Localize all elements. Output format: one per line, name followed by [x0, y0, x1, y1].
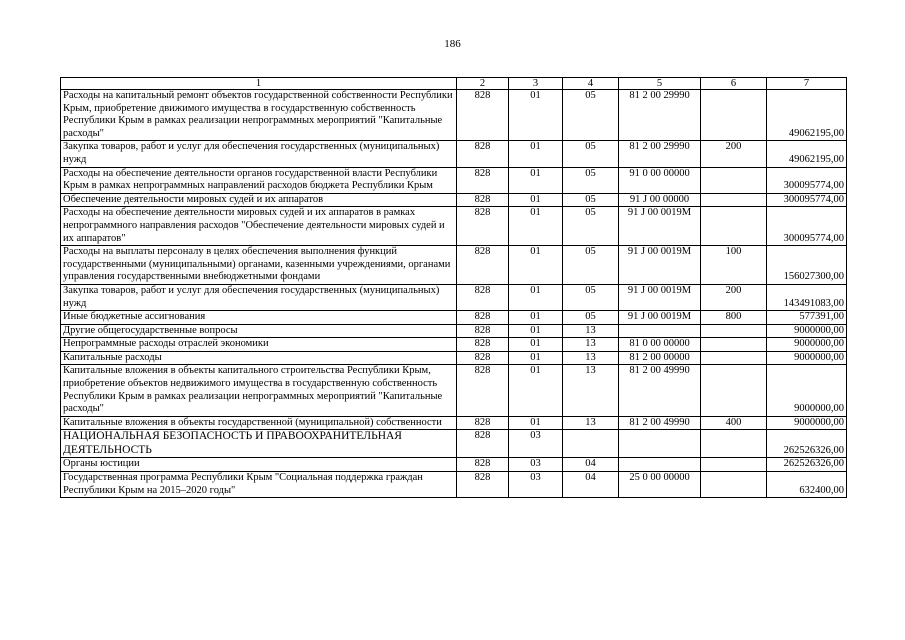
amount-cell: 262526326,00 — [767, 430, 847, 458]
expense-type-cell: 200 — [701, 284, 767, 310]
amount-cell: 49062195,00 — [767, 90, 847, 141]
expense-name-cell: Расходы на обеспечение деятельности мировых судей и их аппаратов в рамках непрограммного направления расходов "Обеспечение деятельности мировых судей и их аппаратов" — [61, 207, 457, 246]
target-article-cell — [619, 430, 701, 458]
amount-cell: 632400,00 — [767, 472, 847, 498]
subsection-code-cell: 05 — [563, 193, 619, 207]
target-article-cell: 91 0 00 00000 — [619, 167, 701, 193]
target-article-cell: 81 2 00 29990 — [619, 90, 701, 141]
amount-cell: 300095774,00 — [767, 193, 847, 207]
ministry-code-cell: 828 — [457, 90, 509, 141]
target-article-cell: 81 2 00 49990 — [619, 365, 701, 416]
table-row — [61, 324, 847, 338]
table-row — [61, 458, 847, 472]
ministry-code-cell: 828 — [457, 284, 509, 310]
section-code-cell: 03 — [509, 458, 563, 472]
expense-type-cell — [701, 90, 767, 141]
subsection-code-cell: 13 — [563, 365, 619, 416]
target-article-cell — [619, 458, 701, 472]
subsection-code-cell: 05 — [563, 311, 619, 325]
header-cell: 3 — [509, 78, 563, 90]
target-article-cell: 91 J 00 0019M — [619, 246, 701, 285]
table-row — [61, 365, 847, 416]
expense-name-cell: Капитальные вложения в объекты капитального строительства Республики Крым, приобретение объектов недвижимого имущества в государственную собственность Республики Крым в рамках реализации непрограммных мероприятий "Капитальные расходы" — [61, 365, 457, 416]
ministry-code-cell: 828 — [457, 416, 509, 430]
table-row — [61, 167, 847, 193]
expense-name-cell: Органы юстиции — [61, 458, 457, 472]
expense-name-cell: НАЦИОНАЛЬНАЯ БЕЗОПАСНОСТЬ И ПРАВООХРАНИТЕЛЬНАЯ ДЕЯТЕЛЬНОСТЬ — [61, 430, 457, 458]
subsection-code-cell: 13 — [563, 324, 619, 338]
table-row — [61, 351, 847, 365]
target-article-cell: 81 2 00 00000 — [619, 351, 701, 365]
amount-cell: 156027300,00 — [767, 246, 847, 285]
ministry-code-cell: 828 — [457, 338, 509, 352]
target-article-cell — [619, 324, 701, 338]
ministry-code-cell: 828 — [457, 430, 509, 458]
header-cell: 6 — [701, 78, 767, 90]
expense-name-cell: Капитальные вложения в объекты государственной (муниципальной) собственности — [61, 416, 457, 430]
expense-type-cell: 200 — [701, 141, 767, 167]
table-row — [61, 141, 847, 167]
amount-cell: 9000000,00 — [767, 365, 847, 416]
expense-name-cell: Расходы на капитальный ремонт объектов государственной собственности Республики Крым, приобретение движимого имущества в государственную собственность Республики Крым в рамках реализации непрограммных мероприятий "Капитальные расходы" — [61, 90, 457, 141]
expense-type-cell — [701, 167, 767, 193]
target-article-cell: 91 J 00 0019M — [619, 284, 701, 310]
section-code-cell: 01 — [509, 284, 563, 310]
subsection-code-cell: 05 — [563, 167, 619, 193]
target-article-cell: 25 0 00 00000 — [619, 472, 701, 498]
section-code-cell: 01 — [509, 311, 563, 325]
target-article-cell: 81 2 00 29990 — [619, 141, 701, 167]
expense-type-cell — [701, 430, 767, 458]
table-row — [61, 311, 847, 325]
expense-name-cell: Обеспечение деятельности мировых судей и их аппаратов — [61, 193, 457, 207]
amount-cell: 9000000,00 — [767, 351, 847, 365]
expense-name-cell: Государственная программа Республики Крым "Социальная поддержка граждан Республики Крым на 2015–2020 годы" — [61, 472, 457, 498]
header-cell: 5 — [619, 78, 701, 90]
expense-name-cell: Капитальные расходы — [61, 351, 457, 365]
ministry-code-cell: 828 — [457, 458, 509, 472]
expense-name-cell: Расходы на выплаты персоналу в целях обеспечения выполнения функций государственными (муниципальными) органами, казенными учреждениями, органами управления государственными внебюджетными фондами — [61, 246, 457, 285]
target-article-cell: 91 J 00 0019M — [619, 207, 701, 246]
ministry-code-cell: 828 — [457, 193, 509, 207]
section-code-cell: 01 — [509, 90, 563, 141]
budget-table — [60, 77, 847, 498]
expense-type-cell — [701, 472, 767, 498]
table-row — [61, 193, 847, 207]
page-number: 186 — [444, 38, 461, 50]
ministry-code-cell: 828 — [457, 167, 509, 193]
expense-type-cell — [701, 351, 767, 365]
section-code-cell: 01 — [509, 207, 563, 246]
subsection-code-cell: 05 — [563, 90, 619, 141]
section-code-cell: 01 — [509, 365, 563, 416]
amount-cell: 143491083,00 — [767, 284, 847, 310]
table-row — [61, 284, 847, 310]
expense-type-cell: 800 — [701, 311, 767, 325]
target-article-cell: 91 J 00 00000 — [619, 193, 701, 207]
amount-cell: 9000000,00 — [767, 324, 847, 338]
expense-type-cell — [701, 338, 767, 352]
table-row — [61, 472, 847, 498]
section-code-cell: 03 — [509, 472, 563, 498]
section-code-cell: 01 — [509, 246, 563, 285]
subsection-code-cell: 05 — [563, 207, 619, 246]
expense-type-cell: 400 — [701, 416, 767, 430]
table-row — [61, 246, 847, 285]
header-cell: 1 — [61, 78, 457, 90]
header-cell: 2 — [457, 78, 509, 90]
table-header-row — [61, 78, 847, 90]
expense-name-cell: Другие общегосударственные вопросы — [61, 324, 457, 338]
expense-name-cell: Расходы на обеспечение деятельности органов государственной власти Республики Крым в рамках непрограммных направлений расходов бюджета Республики Крым — [61, 167, 457, 193]
expense-name-cell: Иные бюджетные ассигнования — [61, 311, 457, 325]
subsection-code-cell: 05 — [563, 141, 619, 167]
expense-name-cell: Закупка товаров, работ и услуг для обеспечения государственных (муниципальных) нужд — [61, 284, 457, 310]
table-row — [61, 338, 847, 352]
section-code-cell: 01 — [509, 193, 563, 207]
section-row — [61, 430, 847, 458]
section-code-cell: 03 — [509, 430, 563, 458]
ministry-code-cell: 828 — [457, 351, 509, 365]
ministry-code-cell: 828 — [457, 141, 509, 167]
target-article-cell: 81 2 00 49990 — [619, 416, 701, 430]
amount-cell: 577391,00 — [767, 311, 847, 325]
header-cell: 4 — [563, 78, 619, 90]
section-code-cell: 01 — [509, 338, 563, 352]
expense-type-cell — [701, 324, 767, 338]
expense-type-cell — [701, 207, 767, 246]
amount-cell: 300095774,00 — [767, 167, 847, 193]
subsection-code-cell: 05 — [563, 246, 619, 285]
subsection-code-cell: 13 — [563, 416, 619, 430]
ministry-code-cell: 828 — [457, 324, 509, 338]
section-code-cell: 01 — [509, 416, 563, 430]
section-code-cell: 01 — [509, 324, 563, 338]
amount-cell: 9000000,00 — [767, 338, 847, 352]
target-article-cell: 91 J 00 0019M — [619, 311, 701, 325]
ministry-code-cell: 828 — [457, 207, 509, 246]
table-row — [61, 416, 847, 430]
amount-cell: 262526326,00 — [767, 458, 847, 472]
expense-type-cell — [701, 193, 767, 207]
expense-name-cell: Закупка товаров, работ и услуг для обеспечения государственных (муниципальных) нужд — [61, 141, 457, 167]
section-code-cell: 01 — [509, 351, 563, 365]
table-row — [61, 90, 847, 141]
subsection-code-cell: 05 — [563, 284, 619, 310]
subsection-code-cell: 04 — [563, 458, 619, 472]
subsection-code-cell: 13 — [563, 351, 619, 365]
table-row — [61, 207, 847, 246]
expense-type-cell — [701, 458, 767, 472]
target-article-cell: 81 0 00 00000 — [619, 338, 701, 352]
header-cell: 7 — [767, 78, 847, 90]
ministry-code-cell: 828 — [457, 472, 509, 498]
amount-cell: 49062195,00 — [767, 141, 847, 167]
expense-type-cell — [701, 365, 767, 416]
subsection-code-cell: 13 — [563, 338, 619, 352]
subsection-code-cell — [563, 430, 619, 458]
expense-type-cell: 100 — [701, 246, 767, 285]
expense-name-cell: Непрограммные расходы отраслей экономики — [61, 338, 457, 352]
section-code-cell: 01 — [509, 141, 563, 167]
subsection-code-cell: 04 — [563, 472, 619, 498]
amount-cell: 300095774,00 — [767, 207, 847, 246]
ministry-code-cell: 828 — [457, 311, 509, 325]
section-code-cell: 01 — [509, 167, 563, 193]
ministry-code-cell: 828 — [457, 246, 509, 285]
amount-cell: 9000000,00 — [767, 416, 847, 430]
ministry-code-cell: 828 — [457, 365, 509, 416]
